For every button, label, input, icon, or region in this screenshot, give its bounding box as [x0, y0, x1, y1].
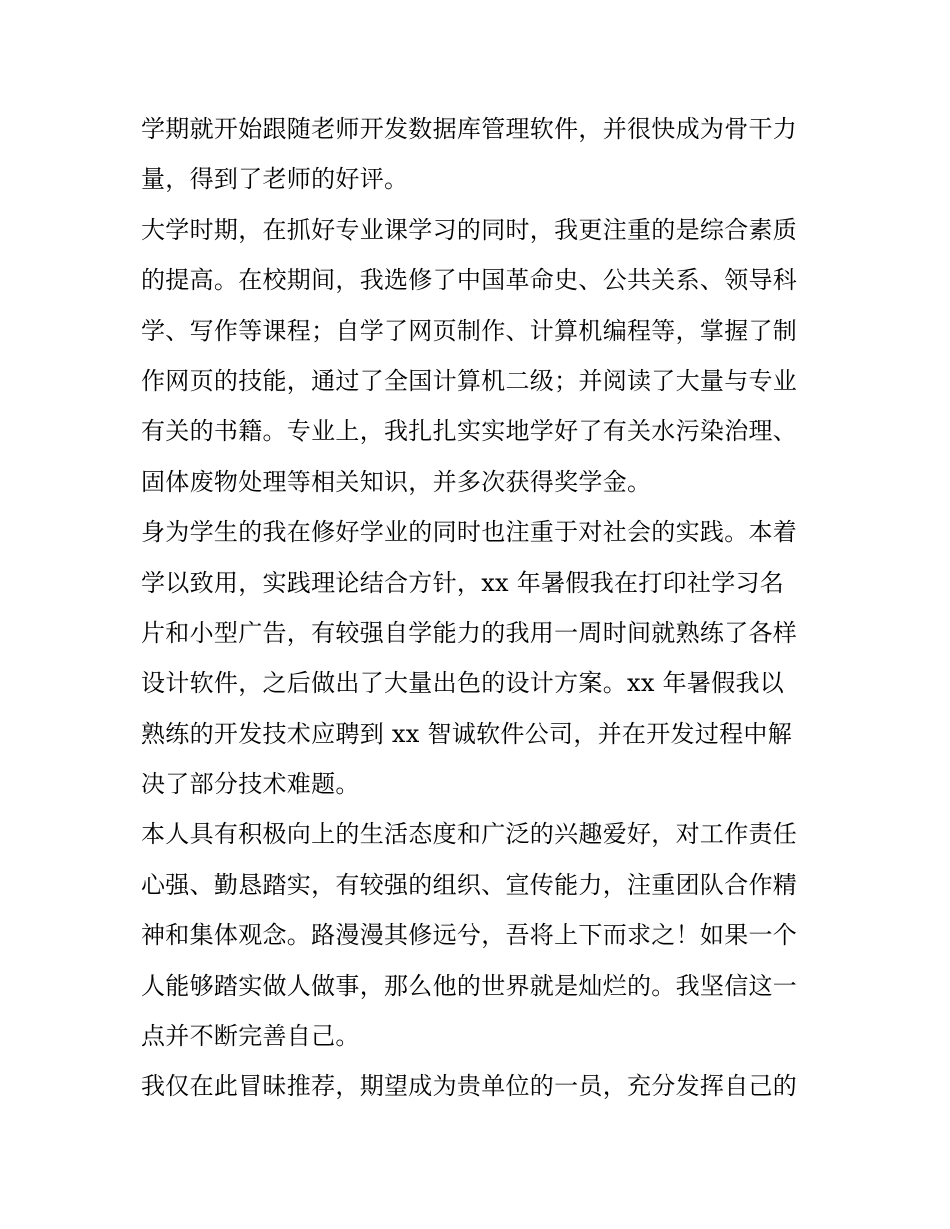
- text-line: 学期就开始跟随老师开发数据库管理软件，并很快成为骨干力: [141, 115, 798, 143]
- text-line: 神和集体观念。路漫漫其修远兮，吾将上下而求之！如果一个: [141, 921, 798, 950]
- paragraph-3: [141, 507, 815, 809]
- text-line: 量，得到了老师的好评。: [141, 165, 409, 194]
- document-body: [141, 104, 815, 1112]
- text-line: 设计软件，之后做出了大量出色的设计方案。xx 年暑假我以: [141, 669, 785, 698]
- text-line: 片和小型广告，有较强自学能力的我用一周时间就熟练了各样: [141, 618, 798, 647]
- text-line: 本人具有积极向上的生活态度和广泛的兴趣爱好，对工作责任: [141, 820, 798, 849]
- text-line: 熟练的开发技术应聘到 xx 智诚软件公司，并在开发过程中解: [141, 719, 793, 748]
- text-line: 我仅在此冒昧推荐，期望成为贵单位的一员，充分发挥自己的: [141, 1072, 798, 1101]
- text-line: 的提高。在校期间，我选修了中国革命史、公共关系、领导科: [141, 266, 798, 295]
- text-line: 大学时期，在抓好专业课学习的同时，我更注重的是综合素质: [141, 215, 798, 244]
- text-line: 作网页的技能，通过了全国计算机二级；并阅读了大量与专业: [141, 366, 798, 395]
- text-line: 身为学生的我在修好学业的同时也注重于对社会的实践。本着: [141, 518, 798, 547]
- text-line: 学以致用，实践理论结合方针，xx 年暑假我在打印社学习名: [141, 568, 785, 597]
- paragraph-5: [141, 1061, 815, 1111]
- text-line: 学、写作等课程；自学了网页制作、计算机编程等，掌握了制: [141, 316, 798, 345]
- text-line: 人能够踏实做人做事，那么他的世界就是灿烂的。我坚信这一: [141, 971, 798, 1000]
- paragraph-4: [141, 809, 815, 1061]
- text-line: 固体废物处理等相关知识，并多次获得奖学金。: [141, 467, 652, 496]
- text-line: 有关的书籍。专业上，我扎扎实实地学好了有关水污染治理、: [141, 417, 798, 446]
- text-line: 点并不断完善自己。: [141, 1022, 360, 1051]
- text-line: 心强、勤恳踏实，有较强的组织、宣传能力，注重团队合作精: [141, 870, 798, 899]
- text-line: 决了部分技术难题。: [141, 770, 360, 799]
- paragraph-1: [141, 104, 815, 205]
- paragraph-2: [141, 205, 815, 507]
